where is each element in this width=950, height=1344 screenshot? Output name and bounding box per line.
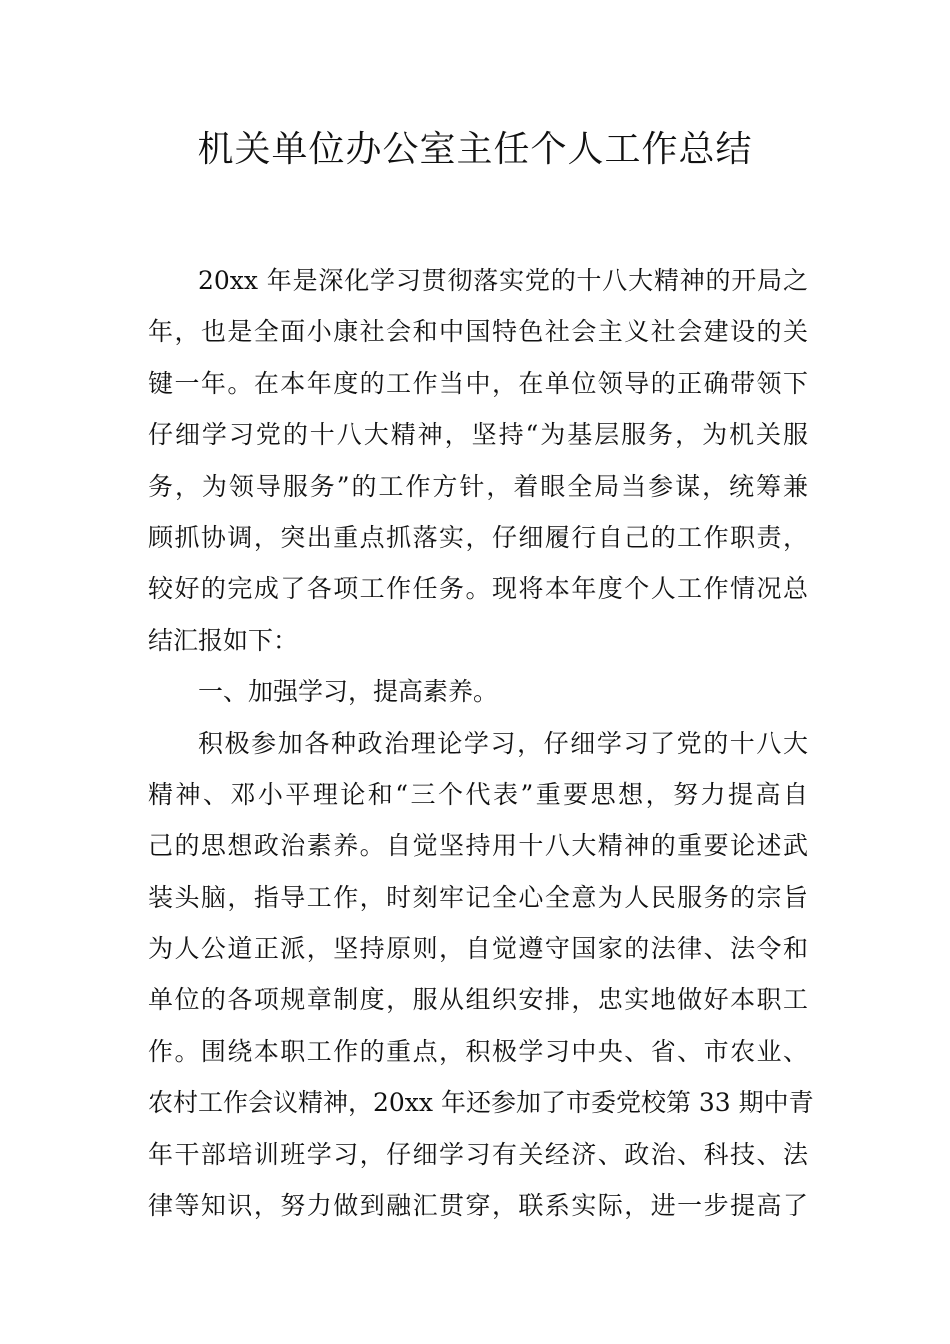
paragraph-line: 结汇报如下： [148,625,299,655]
paragraph-line: 精神、邓小平理论和“三个代表”重要思想，努力提高自 [148,779,808,809]
paragraph-line: 年干部培训班学习，仔细学习有关经济、政治、科技、法 [148,1139,808,1169]
document-title: 机关单位办公室主任个人工作总结 [197,129,753,170]
paragraph-line: 积极参加各种政治理论学习，仔细学习了党的十八大 [198,728,808,758]
paragraph-line: 律等知识，努力做到融汇贯穿，联系实际，进一步提高了 [148,1191,808,1221]
paragraph-line: 单位的各项规章制度，服从组织安排，忠实地做好本职工 [148,985,808,1015]
paragraph-line: 己的思想政治素养。自觉坚持用十八大精神的重要论述武 [148,831,808,861]
paragraph-line: 键一年。在本年度的工作当中，在单位领导的正确带领下 [148,368,808,398]
document-body [148,255,814,1231]
paragraph-line: 作。围绕本职工作的重点，积极学习中央、省、市农业、 [148,1036,808,1066]
paragraph-line: 20xx 年是深化学习贯彻落实党的十八大精神的开局之 [198,266,808,295]
section-heading: 一、加强学习，提高素养。 [198,677,499,707]
paragraph-line: 务，为领导服务”的工作方针，着眼全局当参谋，统筹兼 [148,471,808,501]
paragraph-line: 年，也是全面小康社会和中国特色社会主义社会建设的关 [148,317,808,347]
paragraph-line: 较好的完成了各项工作任务。现将本年度个人工作情况总 [148,574,808,604]
paragraph-line: 装头脑，指导工作，时刻牢记全心全意为人民服务的宗旨 [148,882,808,912]
paragraph-line: 农村工作会议精神，20xx 年还参加了市委党校第 33 期中青 [148,1088,814,1118]
paragraph-line: 为人公道正派，坚持原则，自觉遵守国家的法律、法令和 [148,934,808,964]
paragraph-line: 仔细学习党的十八大精神，坚持“为基层服务，为机关服 [148,420,808,450]
paragraph-line: 顾抓协调，突出重点抓落实，仔细履行自己的工作职责， [148,522,808,552]
